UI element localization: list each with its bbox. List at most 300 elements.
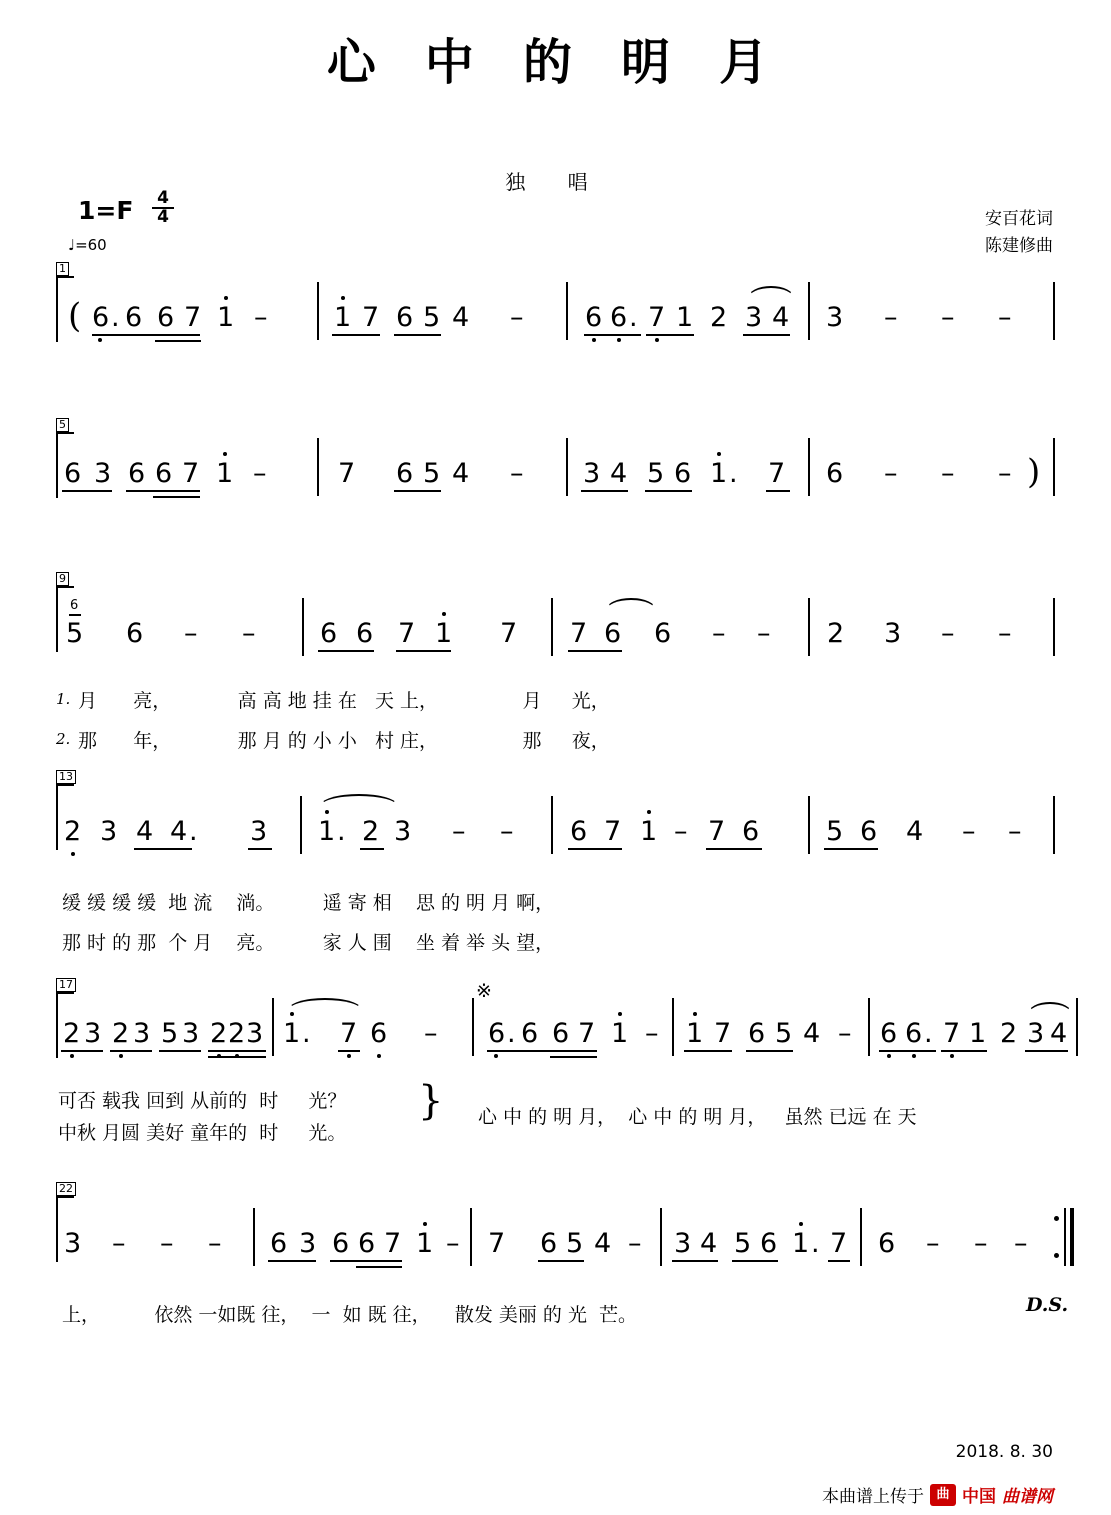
lyric-line: 那 时 的 那 个 月 亮。 家 人 围 坐 着 举 头 望， [62, 932, 555, 954]
note: 2 [112, 1018, 130, 1049]
barline [1076, 998, 1078, 1056]
measure-number-13: 13 [56, 770, 76, 784]
duration-dash: – [112, 1228, 126, 1259]
barline [860, 1208, 862, 1266]
note: 3 [884, 618, 902, 649]
note: 7 [648, 302, 666, 333]
barline [300, 796, 302, 854]
note: 7 [768, 458, 786, 489]
duration-dash: – [500, 816, 514, 847]
note: 6 [370, 1018, 388, 1049]
system-start-barline [56, 276, 58, 342]
beam [330, 1260, 402, 1262]
verse-number: 2. [56, 730, 71, 748]
octave-dot-low [119, 1054, 123, 1058]
augmentation-dot: . [189, 816, 198, 847]
beam [766, 490, 790, 492]
note: 2 [827, 618, 845, 649]
octave-dot-low [592, 338, 596, 342]
note: 4 [1050, 1018, 1068, 1049]
beam [61, 1050, 103, 1052]
beam [672, 1260, 718, 1262]
beam [828, 1260, 850, 1262]
note: 2 [1000, 1018, 1018, 1049]
duration-dash: – [998, 458, 1012, 489]
note: 6 [396, 458, 414, 489]
beam [394, 334, 441, 336]
octave-dot-high [290, 1012, 294, 1016]
slur [1028, 1002, 1072, 1014]
note: 6 [570, 816, 588, 847]
note: 1 [792, 1228, 810, 1259]
beam [360, 848, 384, 850]
system-top-rule [56, 432, 74, 434]
beam [208, 1056, 266, 1058]
augmentation-dot: . [337, 816, 346, 847]
duration-dash: – [998, 618, 1012, 649]
duration-dash: – [884, 302, 898, 333]
beam [208, 1050, 266, 1052]
note: 4 [610, 458, 628, 489]
beam [732, 1260, 778, 1262]
note: 2 [710, 302, 728, 333]
beam [248, 848, 272, 850]
beam [824, 848, 878, 850]
octave-dot-low [950, 1054, 954, 1058]
octave-dot-high [618, 1012, 622, 1016]
barline [302, 598, 304, 656]
note: 5 [423, 458, 441, 489]
repeat-end-barline [1030, 1208, 1074, 1266]
beam [62, 490, 112, 492]
measure-number-5: 5 [56, 418, 69, 432]
octave-dot-low [617, 338, 621, 342]
note: 2 [64, 816, 82, 847]
note: 6 [552, 1018, 570, 1049]
note: 3 [84, 1018, 102, 1049]
augmentation-dot: . [302, 1018, 311, 1049]
beam [338, 1050, 360, 1052]
duration-dash: – [242, 618, 256, 649]
barline [317, 438, 319, 496]
beam [568, 650, 622, 652]
duration-dash: – [1014, 1228, 1028, 1259]
music-system-1 [0, 262, 1111, 372]
augmentation-dot: . [811, 1228, 820, 1259]
barline [660, 1208, 662, 1266]
subtitle: 独 唱 [505, 170, 606, 194]
octave-dot-high [647, 810, 651, 814]
barline [1053, 598, 1055, 656]
duration-dash: – [674, 816, 688, 847]
grace-beam [69, 614, 81, 616]
note: 3 [826, 302, 844, 333]
duration-dash: – [510, 302, 524, 333]
system-start-barline [56, 586, 58, 652]
beam [581, 490, 628, 492]
barline [253, 1208, 255, 1266]
note: 3 [1027, 1018, 1045, 1049]
note: 4 [136, 816, 154, 847]
note: 6 [742, 816, 760, 847]
music-system-6 [0, 1182, 1111, 1342]
system-start-barline [56, 1196, 58, 1262]
key-signature: 1=F [78, 196, 134, 225]
note: 6 [332, 1228, 350, 1259]
barline [672, 998, 674, 1056]
note: 1 [217, 302, 235, 333]
note: 2 [362, 816, 380, 847]
slur [320, 794, 398, 806]
beam [159, 1050, 201, 1052]
measure-number-1: 1 [56, 262, 69, 276]
system-start-barline [56, 432, 58, 498]
duration-dash: – [254, 302, 268, 333]
note: 7 [184, 302, 202, 333]
note: 6 [880, 1018, 898, 1049]
note: 1 [216, 458, 234, 489]
note: 6 [64, 458, 82, 489]
lyric-line: 心 中 的 明 月， 心 中 的 明 月， 虽然 已远 在 天 [478, 1106, 917, 1128]
duration-dash: – [452, 816, 466, 847]
note: 7 [398, 618, 416, 649]
octave-dot-low [887, 1054, 891, 1058]
octave-dot-high [224, 296, 228, 300]
note: 6 [92, 302, 110, 333]
duration-dash: – [884, 458, 898, 489]
note: 6 [878, 1228, 896, 1259]
duration-dash: – [160, 1228, 174, 1259]
verse-number: 1. [56, 690, 71, 708]
segno-sign: ※ [476, 980, 492, 1002]
octave-dot-high [423, 1222, 427, 1226]
octave-dot-low [912, 1054, 916, 1058]
note: 5 [647, 458, 665, 489]
note: 6 [488, 1018, 506, 1049]
beam [550, 1056, 597, 1058]
note: 6 [155, 458, 173, 489]
beam [92, 334, 125, 336]
barline [566, 438, 568, 496]
octave-dot-low [71, 852, 75, 856]
beam [394, 490, 441, 492]
beam [1025, 1050, 1068, 1052]
music-system-3 [0, 572, 1111, 752]
note: 3 [745, 302, 763, 333]
note: 4 [170, 816, 188, 847]
duration-dash: – [446, 1228, 460, 1259]
credits [985, 206, 1053, 260]
beam [941, 1050, 987, 1052]
note: 7 [830, 1228, 848, 1259]
note: 1 [416, 1228, 434, 1259]
barline [551, 598, 553, 656]
duration-dash: – [838, 1018, 852, 1049]
note: 5 [423, 302, 441, 333]
verse-brace: } [418, 1078, 444, 1124]
measure-number-17: 17 [56, 978, 76, 992]
beam [134, 848, 192, 850]
barline [551, 796, 553, 854]
footer-text: 本曲谱上传于 [822, 1487, 924, 1507]
duration-dash: – [757, 618, 771, 649]
page-title: 心 中 的 明 月 [326, 34, 785, 91]
beam [125, 334, 200, 336]
note: 5 [734, 1228, 752, 1259]
beam [646, 334, 694, 336]
barline [1053, 796, 1055, 854]
note: 6 [674, 458, 692, 489]
augmentation-dot: . [729, 458, 738, 489]
octave-dot-high [223, 452, 227, 456]
note: 6 [521, 1018, 539, 1049]
note: 1 [283, 1018, 301, 1049]
beam [396, 650, 451, 652]
note: 7 [338, 458, 356, 489]
octave-dot-low [347, 1054, 351, 1058]
note: 6 [748, 1018, 766, 1049]
beam [110, 1050, 152, 1052]
note: 3 [182, 1018, 200, 1049]
system-top-rule [56, 586, 74, 588]
note: 6 [396, 302, 414, 333]
note: 6 [125, 302, 143, 333]
note: 7 [943, 1018, 961, 1049]
note: 3 [583, 458, 601, 489]
duration-dash: – [941, 458, 955, 489]
note: 1 [640, 816, 658, 847]
note: 6 [604, 618, 622, 649]
composer: 陈建修曲 [985, 236, 1053, 257]
beam [268, 1260, 316, 1262]
note: 4 [452, 302, 470, 333]
note: 7 [604, 816, 622, 847]
beam [153, 496, 200, 498]
barline [566, 282, 568, 340]
duration-dash: – [941, 302, 955, 333]
note: 5 [66, 618, 84, 649]
note: 3 [133, 1018, 151, 1049]
system-start-barline [56, 992, 58, 1058]
time-signature-numerator: 4 [157, 188, 169, 208]
note: 6 [270, 1228, 288, 1259]
duration-dash: – [645, 1018, 659, 1049]
duration-dash: – [941, 618, 955, 649]
augmentation-dot: . [924, 1018, 933, 1049]
note: 4 [452, 458, 470, 489]
octave-dot-high [325, 810, 329, 814]
barline [317, 282, 319, 340]
note: 1 [334, 302, 352, 333]
beam [318, 650, 374, 652]
note: 7 [340, 1018, 358, 1049]
measure-number-9: 9 [56, 572, 69, 586]
note: 3 [250, 816, 268, 847]
note: 6 [760, 1228, 778, 1259]
duration-dash: – [998, 302, 1012, 333]
lyric-line: 那 年， 那 月 的 小 小 村 庄， 那 夜， [78, 730, 610, 752]
augmentation-dot: . [507, 1018, 516, 1049]
barline [1053, 438, 1055, 496]
date-stamp: 2018. 8. 30 [955, 1442, 1053, 1462]
system-top-rule [56, 992, 74, 994]
note: 6 [320, 618, 338, 649]
note: 6 [540, 1228, 558, 1259]
note: 3 [246, 1018, 264, 1049]
note: 6 [126, 618, 144, 649]
note: 4 [594, 1228, 612, 1259]
phrase-open-paren: ( [68, 296, 82, 336]
slur [288, 998, 362, 1010]
note: 1 [676, 302, 694, 333]
note: 1 [686, 1018, 704, 1049]
lyric-line: 中秋 月圆 美好 童年的 时 光。 [58, 1122, 347, 1144]
note: 7 [714, 1018, 732, 1049]
slur [606, 598, 656, 610]
duration-dash: – [184, 618, 198, 649]
barline [808, 438, 810, 496]
note: 5 [161, 1018, 179, 1049]
beam [743, 334, 790, 336]
phrase-close-paren: ) [1027, 452, 1041, 492]
footer-credit [822, 1482, 1053, 1507]
note: 5 [566, 1228, 584, 1259]
beam [684, 1050, 732, 1052]
barline [808, 598, 810, 656]
note: 2 [228, 1018, 246, 1049]
augmentation-dot: . [629, 302, 638, 333]
site-brand-b: 曲谱网 [1002, 1487, 1053, 1507]
barline [272, 998, 274, 1056]
note: 2 [63, 1018, 81, 1049]
tempo-marking: ♩=60 [68, 236, 107, 254]
note: 6 [128, 458, 146, 489]
note: 3 [674, 1228, 692, 1259]
beam [584, 334, 641, 336]
note: 2 [210, 1018, 228, 1049]
note: 6 [358, 1228, 376, 1259]
octave-dot-low [377, 1054, 381, 1058]
lyricist: 安百花词 [985, 209, 1053, 229]
system-top-rule [56, 276, 74, 278]
octave-dot-high [799, 1222, 803, 1226]
octave-dot-high [693, 1012, 697, 1016]
duration-dash: – [926, 1228, 940, 1259]
grace-note: 6 [70, 598, 79, 613]
duration-dash: – [962, 816, 976, 847]
duration-dash: – [974, 1228, 988, 1259]
note: 1 [969, 1018, 987, 1049]
note: 7 [500, 618, 518, 649]
beam [538, 1260, 584, 1262]
duration-dash: – [628, 1228, 642, 1259]
lyric-line: 缓 缓 缓 缓 地 流 淌。 遥 寄 相 思 的 明 月 啊， [62, 892, 555, 914]
barline [472, 998, 474, 1056]
note: 6 [905, 1018, 923, 1049]
augmentation-dot: . [111, 302, 120, 333]
duration-dash: – [424, 1018, 438, 1049]
note: 5 [826, 816, 844, 847]
site-logo-icon: 曲 [930, 1484, 956, 1506]
note: 4 [700, 1228, 718, 1259]
beam [332, 334, 380, 336]
slur [748, 286, 794, 298]
beam [487, 1050, 521, 1052]
note: 7 [488, 1228, 506, 1259]
beam [746, 1050, 793, 1052]
beam [645, 490, 692, 492]
note: 6 [860, 816, 878, 847]
beam [879, 1050, 936, 1052]
note: 1 [710, 458, 728, 489]
note: 7 [578, 1018, 596, 1049]
duration-dash: – [208, 1228, 222, 1259]
note: 3 [94, 458, 112, 489]
note: 1 [611, 1018, 629, 1049]
lyric-line: 可否 载我 回到 从前的 时 光？ [58, 1090, 347, 1112]
note: 4 [906, 816, 924, 847]
note: 7 [384, 1228, 402, 1259]
beam [521, 1050, 597, 1052]
barline [470, 1208, 472, 1266]
beam [155, 340, 201, 342]
note: 1 [318, 816, 336, 847]
measure-number-22: 22 [56, 1182, 76, 1196]
site-brand-a: 中国 [962, 1487, 996, 1507]
system-top-rule [56, 784, 74, 786]
note: 7 [570, 618, 588, 649]
system-start-barline [56, 784, 58, 850]
note: 3 [394, 816, 412, 847]
duration-dash: – [253, 458, 267, 489]
note: 3 [299, 1228, 317, 1259]
octave-dot-high [442, 612, 446, 616]
note: 6 [356, 618, 374, 649]
octave-dot-low [70, 1054, 74, 1058]
ds-marking: D.S. [1026, 1294, 1069, 1316]
note: 3 [100, 816, 118, 847]
note: 6 [826, 458, 844, 489]
beam [126, 490, 200, 492]
barline [808, 282, 810, 340]
note: 6 [610, 302, 628, 333]
note: 6 [157, 302, 175, 333]
note: 7 [362, 302, 380, 333]
music-system-5 [0, 978, 1111, 1168]
note: 3 [64, 1228, 82, 1259]
octave-dot-low [98, 338, 102, 342]
note: 4 [803, 1018, 821, 1049]
barline [868, 998, 870, 1056]
note: 4 [772, 302, 790, 333]
lyric-line: 月 亮， 高 高 地 挂 在 天 上， 月 光， [78, 690, 610, 712]
octave-dot-high [341, 296, 345, 300]
system-top-rule [56, 1196, 74, 1198]
time-signature [152, 190, 174, 226]
note: 6 [654, 618, 672, 649]
barline [1053, 282, 1055, 340]
beam [356, 1266, 402, 1268]
note: 6 [585, 302, 603, 333]
beam [706, 848, 762, 850]
music-system-4 [0, 770, 1111, 954]
note: 7 [708, 816, 726, 847]
duration-dash: – [712, 618, 726, 649]
octave-dot-low [494, 1054, 498, 1058]
note: 5 [775, 1018, 793, 1049]
octave-dot-high [717, 452, 721, 456]
music-system-2 [0, 418, 1111, 528]
